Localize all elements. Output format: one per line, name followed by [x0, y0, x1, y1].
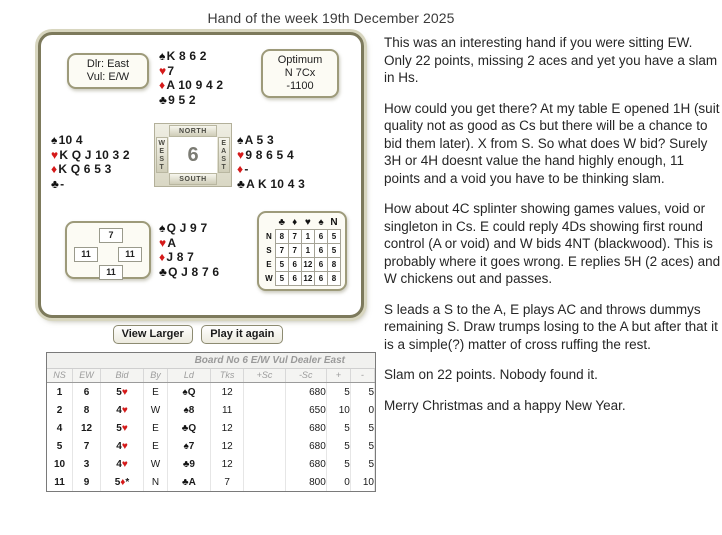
makeable-cell: 6 — [288, 258, 301, 272]
cell-minus-mp: 5 — [350, 419, 374, 437]
lead-rank: A — [188, 476, 196, 488]
cell-plus-mp: 5 — [326, 419, 350, 437]
heart-icon: ♥ — [121, 422, 128, 434]
club-icon: ♣ — [278, 217, 286, 228]
compass-north-label: NORTH — [169, 125, 217, 137]
makeable-contracts-table — [263, 216, 341, 286]
optimum-label: Optimum — [277, 54, 323, 66]
hand-west — [51, 133, 130, 191]
cell-minus-score: 650 — [285, 401, 326, 419]
hand-east-clubs: A K 10 4 3 — [246, 176, 305, 191]
column-header-plus[interactable]: + — [326, 369, 350, 383]
cell-plus-mp: 5 — [326, 383, 350, 402]
column-header-tks[interactable]: Tks — [210, 369, 244, 383]
cell-tricks: 12 — [210, 383, 244, 402]
hcp-north: 7 — [99, 228, 123, 243]
hand-east-diamonds: - — [244, 162, 249, 176]
cell-lead — [167, 455, 210, 473]
deal-buttons — [38, 324, 358, 344]
page-title: Hand of the week 19th December 2025 — [207, 10, 455, 26]
column-header-minus[interactable]: - — [350, 369, 374, 383]
bid-level: 4 — [116, 440, 122, 452]
optimum-contract: N 7Cx — [284, 67, 316, 79]
cell-plus-score — [244, 473, 285, 491]
heart-icon: ♥ — [304, 217, 311, 228]
play-it-again-button[interactable]: Play it again — [201, 325, 283, 344]
bid-level: 5 — [116, 386, 122, 398]
cell-ew: 6 — [73, 383, 101, 402]
hand-north — [159, 49, 223, 107]
cell-minus-score: 680 — [285, 383, 326, 402]
results-body — [47, 383, 375, 492]
table-row[interactable] — [47, 473, 375, 491]
cell-tricks: 12 — [210, 437, 244, 455]
cell-by: E — [143, 419, 167, 437]
cell-bid — [101, 419, 144, 437]
makeable-contracts-box — [257, 211, 347, 291]
hand-south-clubs: Q J 8 7 6 — [168, 264, 220, 279]
spade-icon: ♠ — [159, 221, 166, 235]
table-row[interactable] — [47, 419, 375, 437]
cell-ew: 9 — [73, 473, 101, 491]
cell-plus-score — [244, 401, 285, 419]
results-caption: Board No 6 E/W Vul Dealer East — [47, 353, 375, 369]
results-table-container — [46, 352, 376, 492]
heart-icon: ♥ — [159, 235, 167, 250]
cell-ew: 12 — [73, 419, 101, 437]
dealer-vulnerability-box — [67, 53, 149, 89]
hand-west-hearts: K Q J 10 3 2 — [59, 147, 130, 162]
cell-tricks: 12 — [210, 419, 244, 437]
results-header-row — [47, 369, 375, 383]
makeable-row — [263, 230, 341, 244]
optimum-score: -1100 — [286, 80, 314, 92]
spade-icon: ♠ — [183, 404, 189, 416]
heart-icon: ♥ — [159, 63, 167, 78]
cell-bid — [101, 473, 144, 491]
commentary-paragraph: How could you get there? At my table E opened 1H (suit quality not as good as Cs but there will be a chance to bid them later). X from S. So what does W bid? Surely 3H or 4H doesnt value the hand highly enough, 11 points and a void you have to be thinking slam. — [384, 100, 720, 186]
makeable-cell: 5 — [275, 272, 288, 286]
hand-north-clubs: 9 5 2 — [168, 92, 196, 107]
spade-icon: ♠ — [318, 217, 324, 228]
view-larger-button[interactable]: View Larger — [113, 325, 193, 344]
makeable-seat: W — [265, 274, 273, 283]
cell-plus-mp: 5 — [326, 437, 350, 455]
column-header-ld[interactable]: Ld — [167, 369, 210, 383]
cell-lead — [167, 437, 210, 455]
notrump-header: N — [330, 217, 338, 228]
bid-level: 4 — [116, 458, 122, 470]
hand-south-hearts: A — [167, 235, 177, 250]
makeable-seat: E — [266, 260, 272, 269]
compass-rose — [154, 123, 232, 187]
heart-icon: ♥ — [237, 147, 245, 162]
column-header-ns[interactable]: NS — [47, 369, 73, 383]
cell-minus-mp: 5 — [350, 437, 374, 455]
cell-plus-score — [244, 437, 285, 455]
column-header-minus-score[interactable]: -Sc — [285, 369, 326, 383]
commentary-column — [382, 32, 722, 427]
lead-rank: 7 — [188, 440, 195, 452]
cell-ns: 10 — [47, 455, 73, 473]
left-column — [2, 32, 382, 492]
diamond-icon: ♦ — [159, 78, 166, 92]
heart-icon: ♥ — [121, 404, 128, 416]
cell-minus-score: 680 — [285, 419, 326, 437]
lead-rank: 8 — [188, 404, 195, 416]
cell-by: E — [143, 383, 167, 402]
cell-bid — [101, 455, 144, 473]
makeable-row — [263, 244, 341, 258]
makeable-cell: 12 — [301, 272, 314, 286]
cell-lead — [167, 419, 210, 437]
heart-icon: ♥ — [51, 147, 59, 162]
commentary-paragraph: Merry Christmas and a happy New Year. — [384, 397, 626, 413]
hand-north-hearts: 7 — [167, 63, 175, 78]
makeable-cell: 6 — [315, 230, 328, 244]
cell-tricks: 7 — [210, 473, 244, 491]
spade-icon: ♠ — [182, 386, 188, 398]
makeable-cell: 5 — [275, 258, 288, 272]
lead-rank: Q — [188, 422, 197, 434]
column-header-by[interactable]: By — [143, 369, 167, 383]
hand-south-spades: Q J 9 7 — [166, 221, 208, 235]
table-row[interactable] — [47, 401, 375, 419]
makeable-cell: 1 — [301, 244, 314, 258]
diamond-icon: ♦ — [159, 250, 166, 264]
table-row[interactable] — [47, 383, 375, 402]
makeable-cell: 5 — [327, 244, 340, 258]
club-icon: ♣ — [182, 458, 190, 470]
cell-plus-mp: 5 — [326, 455, 350, 473]
cell-ew: 7 — [73, 437, 101, 455]
club-icon: ♣ — [159, 92, 168, 107]
compass-west-label: W E S T — [156, 137, 168, 173]
cell-minus-mp: 10 — [350, 473, 374, 491]
hand-west-diamonds: K Q 6 5 3 — [58, 162, 112, 176]
spade-icon: ♠ — [237, 133, 244, 147]
cell-bid — [101, 383, 144, 402]
cell-minus-score: 800 — [285, 473, 326, 491]
compass-south-label: SOUTH — [169, 173, 217, 185]
compass-east-label: E A S T — [218, 137, 230, 173]
cell-tricks: 12 — [210, 455, 244, 473]
cell-bid — [101, 401, 144, 419]
makeable-row — [263, 258, 341, 272]
cell-ns: 5 — [47, 437, 73, 455]
diamond-icon: ♦ — [237, 162, 244, 176]
vulnerability-label: Vul: E/W — [86, 71, 130, 83]
dealer-label: Dlr: East — [86, 58, 130, 70]
makeable-cell: 8 — [327, 258, 340, 272]
commentary-paragraph: Slam on 22 points. Nobody found it. — [384, 367, 598, 382]
cell-plus-score — [244, 455, 285, 473]
cell-lead — [167, 401, 210, 419]
cell-plus-score — [244, 419, 285, 437]
diamond-icon: ♦ — [120, 476, 126, 488]
cell-minus-score: 680 — [285, 437, 326, 455]
cell-by: W — [143, 455, 167, 473]
club-icon: ♣ — [182, 476, 189, 488]
diamond-icon: ♦ — [51, 162, 58, 176]
spade-icon: ♠ — [183, 440, 189, 452]
heart-icon: ♥ — [121, 458, 128, 470]
makeable-corner — [263, 216, 275, 230]
hand-east-spades: A 5 3 — [244, 133, 274, 147]
makeable-cell: 8 — [275, 230, 288, 244]
makeable-cell: 12 — [301, 258, 314, 272]
makeable-cell: 7 — [288, 230, 301, 244]
spade-icon: ♠ — [159, 49, 166, 63]
cell-minus-score: 680 — [285, 455, 326, 473]
cell-minus-mp: 0 — [350, 401, 374, 419]
bid-extra: * — [125, 476, 130, 488]
hcp-west: 11 — [74, 247, 98, 262]
makeable-seat: N — [266, 232, 272, 241]
makeable-cell: 6 — [315, 244, 328, 258]
makeable-cell: 8 — [327, 272, 340, 286]
cell-ew: 8 — [73, 401, 101, 419]
board-number: 6 — [169, 137, 217, 173]
makeable-seat: S — [266, 246, 272, 255]
diamond-icon: ♦ — [292, 217, 298, 228]
column-header-bid[interactable]: Bid — [101, 369, 144, 383]
hand-east-hearts: 9 8 6 5 4 — [245, 147, 294, 162]
commentary-paragraph: S leads a S to the A, E plays AC and throws dummys remaining S. Draw trumps losing to the A but after that it is a simple(?) matter of cross ruffing the rest. — [384, 301, 718, 352]
hand-east — [237, 133, 305, 191]
hcp-distribution-box — [65, 221, 151, 279]
optimum-contract-box — [261, 49, 339, 98]
cell-ns: 1 — [47, 383, 73, 402]
hand-north-spades: K 8 6 2 — [166, 49, 207, 63]
bid-level: 4 — [116, 404, 122, 416]
column-header-ew[interactable]: EW — [73, 369, 101, 383]
makeable-header-row — [263, 216, 341, 230]
lead-rank: 9 — [189, 458, 195, 470]
club-icon: ♣ — [237, 176, 246, 191]
heart-icon: ♥ — [121, 386, 128, 398]
club-icon: ♣ — [181, 422, 189, 434]
main-columns — [0, 26, 722, 492]
hand-south-diamonds: J 8 7 — [166, 250, 195, 264]
deal-diagram-panel — [38, 32, 364, 318]
club-icon: ♣ — [159, 264, 168, 279]
cell-ns: 11 — [47, 473, 73, 491]
table-row[interactable] — [47, 455, 375, 473]
results-table — [47, 353, 375, 491]
cell-lead — [167, 473, 210, 491]
cell-plus-score — [244, 383, 285, 402]
hcp-south: 11 — [99, 265, 123, 280]
cell-ew: 3 — [73, 455, 101, 473]
makeable-cell: 6 — [288, 272, 301, 286]
cell-by: E — [143, 437, 167, 455]
cell-by: N — [143, 473, 167, 491]
cell-bid — [101, 437, 144, 455]
makeable-cell: 7 — [288, 244, 301, 258]
cell-ns: 2 — [47, 401, 73, 419]
makeable-cell: 5 — [327, 230, 340, 244]
makeable-row — [263, 272, 341, 286]
hand-west-spades: 10 4 — [58, 133, 83, 147]
lead-rank: Q — [187, 386, 196, 398]
cell-by: W — [143, 401, 167, 419]
cell-tricks: 11 — [210, 401, 244, 419]
hand-north-diamonds: A 10 9 4 2 — [166, 78, 224, 92]
heart-icon: ♥ — [121, 440, 128, 452]
table-row[interactable] — [47, 437, 375, 455]
makeable-cell: 7 — [275, 244, 288, 258]
hand-south — [159, 221, 219, 279]
cell-minus-mp: 5 — [350, 455, 374, 473]
makeable-cell: 6 — [315, 272, 328, 286]
makeable-cell: 1 — [301, 230, 314, 244]
club-icon: ♣ — [51, 176, 60, 191]
cell-lead — [167, 383, 210, 402]
cell-plus-mp: 0 — [326, 473, 350, 491]
hand-west-clubs: - — [60, 176, 65, 191]
bid-level: 5 — [116, 422, 122, 434]
hcp-east: 11 — [118, 247, 142, 262]
bid-level: 5 — [114, 476, 121, 488]
commentary-paragraph: This was an interesting hand if you were sitting EW. Only 22 points, missing 2 aces and yet you have a slam in Hs. — [384, 35, 718, 85]
spade-icon: ♠ — [51, 133, 58, 147]
commentary-paragraph: How about 4C splinter showing games values, void or singleton in Cs. E could reply 4Ds showing first round control (A or void) and W bids 4NT (blackwood). This is probably where it goes wrong. E replies 5H (2 aces) and W chickens out and passes. — [384, 201, 721, 286]
cell-plus-mp: 10 — [326, 401, 350, 419]
column-header-plus-score[interactable]: +Sc — [244, 369, 285, 383]
cell-ns: 4 — [47, 419, 73, 437]
makeable-cell: 6 — [315, 258, 328, 272]
cell-minus-mp: 5 — [350, 383, 374, 402]
